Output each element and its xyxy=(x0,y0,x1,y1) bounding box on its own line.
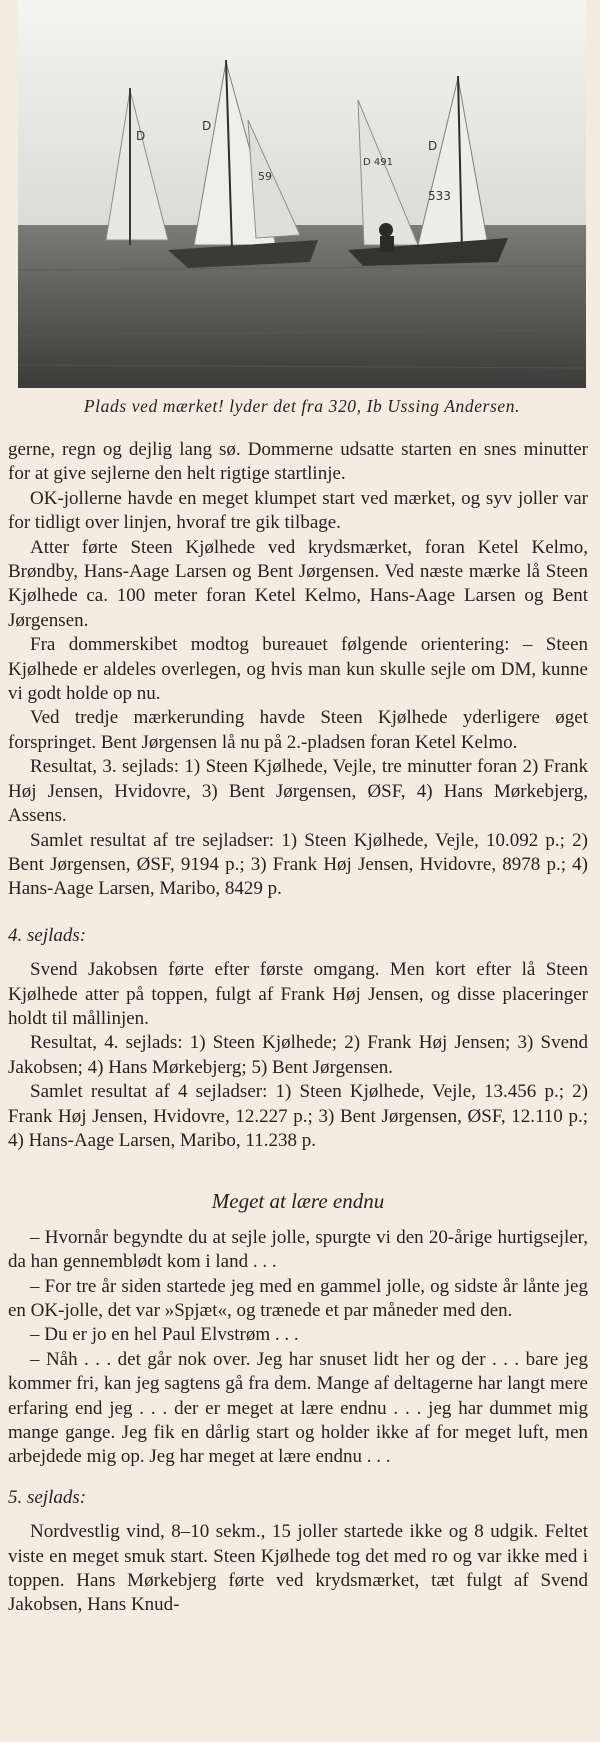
paragraph: – Hvornår begyndte du at sejle jolle, spurgte vi den 20-årige hurtigsejler, da han gennemblødt kom i land . . . xyxy=(8,1226,588,1273)
sail-number-4: D 491 xyxy=(363,157,393,168)
paragraph: Atter førte Steen Kjølhede ved krydsmærket, foran Ketel Kelmo, Brøndby, Hans-Aage Larsen og Bent Jørgensen. Ved næste mærke lå Steen Kjølhede ca. 100 meter foran Ketel Kelmo, Hans-Aage Larsen og Bent Jørgensen. xyxy=(8,536,588,631)
sail-number-6: 533 xyxy=(428,189,451,203)
paragraph: Svend Jakobsen førte efter første omgang. Men kort efter lå Steen Kjølhede atter på toppen, fulgt af Frank Høj Jensen, og disse placeringer holdt til mållinjen. xyxy=(8,959,588,1029)
sail-number-1: D xyxy=(136,129,146,143)
paragraph: Ved tredje mærkerunding havde Steen Kjølhede yderligere øget forspringet. Bent Jørgensen lå nu på 2.-pladsen foran Ketel Kelmo. xyxy=(8,707,588,753)
section-heading: Meget at lære endnu xyxy=(211,1189,385,1214)
photo-caption: Plads ved mærket! lyder det fra 320, Ib Ussing Andersen. xyxy=(83,396,521,416)
sail-number-2: D xyxy=(202,119,212,133)
paragraph: Resultat, 3. sejlads: 1) Steen Kjølhede, Vejle, tre minutter foran 2) Frank Høj Jensen, Hvidovre, 3) Bent Jørgensen, ØSF, 4) Hans Mørkebjerg, Assens. xyxy=(8,756,588,827)
paragraph: – Nåh . . . det går nok over. Jeg har snuset lidt her og der . . . bare jeg kommer fri, kan jeg sagtens gå fra dem. Mange af deltagerne har langt mere erfaring end jeg . . . der er meget at lære endnu . . . jeg har dummet mig mange gange. Jeg fik en dårlig start og holder ikke af for meget luft, men arbejdede mig op. Jeg har meget at lære endnu . . . xyxy=(8,1348,588,1468)
paragraph: Samlet resultat af tre sejladser: 1) Steen Kjølhede, Vejle, 10.092 p.; 2) Bent Jørgensen, ØSF, 9194 p.; 3) Frank Høj Jensen, Hvidovre, 8978 p.; 4) Hans-Aage Larsen, Maribo, 8429 p. xyxy=(8,829,588,900)
section-label-race-4: 4. sejlads: xyxy=(8,924,87,946)
paragraph: Fra dommerskibet modtog bureauet følgende orientering: – Steen Kjølhede er aldeles overlegen, og hvis man kun skulle sejle om DM, kunne vi godt holde op nu. xyxy=(8,634,588,705)
paragraph: – Du er jo en hel Paul Elvstrøm . . . xyxy=(30,1324,299,1346)
paragraph: gerne, regn og dejlig lang sø. Dommerne udsatte starten en snes minutter for at give sejlerne den helt rigtige startlinje. xyxy=(8,439,588,485)
sailboat-race-photo xyxy=(18,0,586,388)
paragraph: Nordvestlig vind, 8–10 sekm., 15 joller startede ikke og 8 udgik. Feltet viste en meget smuk start. Steen Kjølhede tog det med ro og var ikke med i toppen. Hans Mørkebjerg førte ved krydsmærket, tæt fulgt af Svend Jakobsen, Hans Knud- xyxy=(8,1521,588,1616)
paragraph: Resultat, 4. sejlads: 1) Steen Kjølhede; 2) Frank Høj Jensen; 3) Svend Jakobsen; 4) Hans Mørkebjerg; 5) Bent Jørgensen. xyxy=(8,1032,588,1078)
paragraph: Samlet resultat af 4 sejladser: 1) Steen Kjølhede, Vejle, 13.456 p.; 2) Frank Høj Jensen, Hvidovre, 12.227 p.; 3) Bent Jørgensen, ØSF, 12.110 p.; 4) Hans-Aage Larsen, Maribo, 11.238 p. xyxy=(8,1081,588,1151)
photo-drawing xyxy=(18,0,586,388)
paragraph: – For tre år siden startede jeg med en gammel jolle, og sidste år lånte jeg en OK-jolle, det var »Spjæt«, og trænede et par måneder med den. xyxy=(8,1275,588,1321)
section-label-race-5: 5. sejlads: xyxy=(8,1486,87,1508)
article-column xyxy=(8,438,588,1618)
sail-number-3: 59 xyxy=(258,170,272,183)
sail-number-5: D xyxy=(428,139,438,153)
paragraph: OK-jollerne havde en meget klumpet start ved mærket, og syv joller var for tidligt over linjen, hvoraf tre gik tilbage. xyxy=(8,487,588,534)
